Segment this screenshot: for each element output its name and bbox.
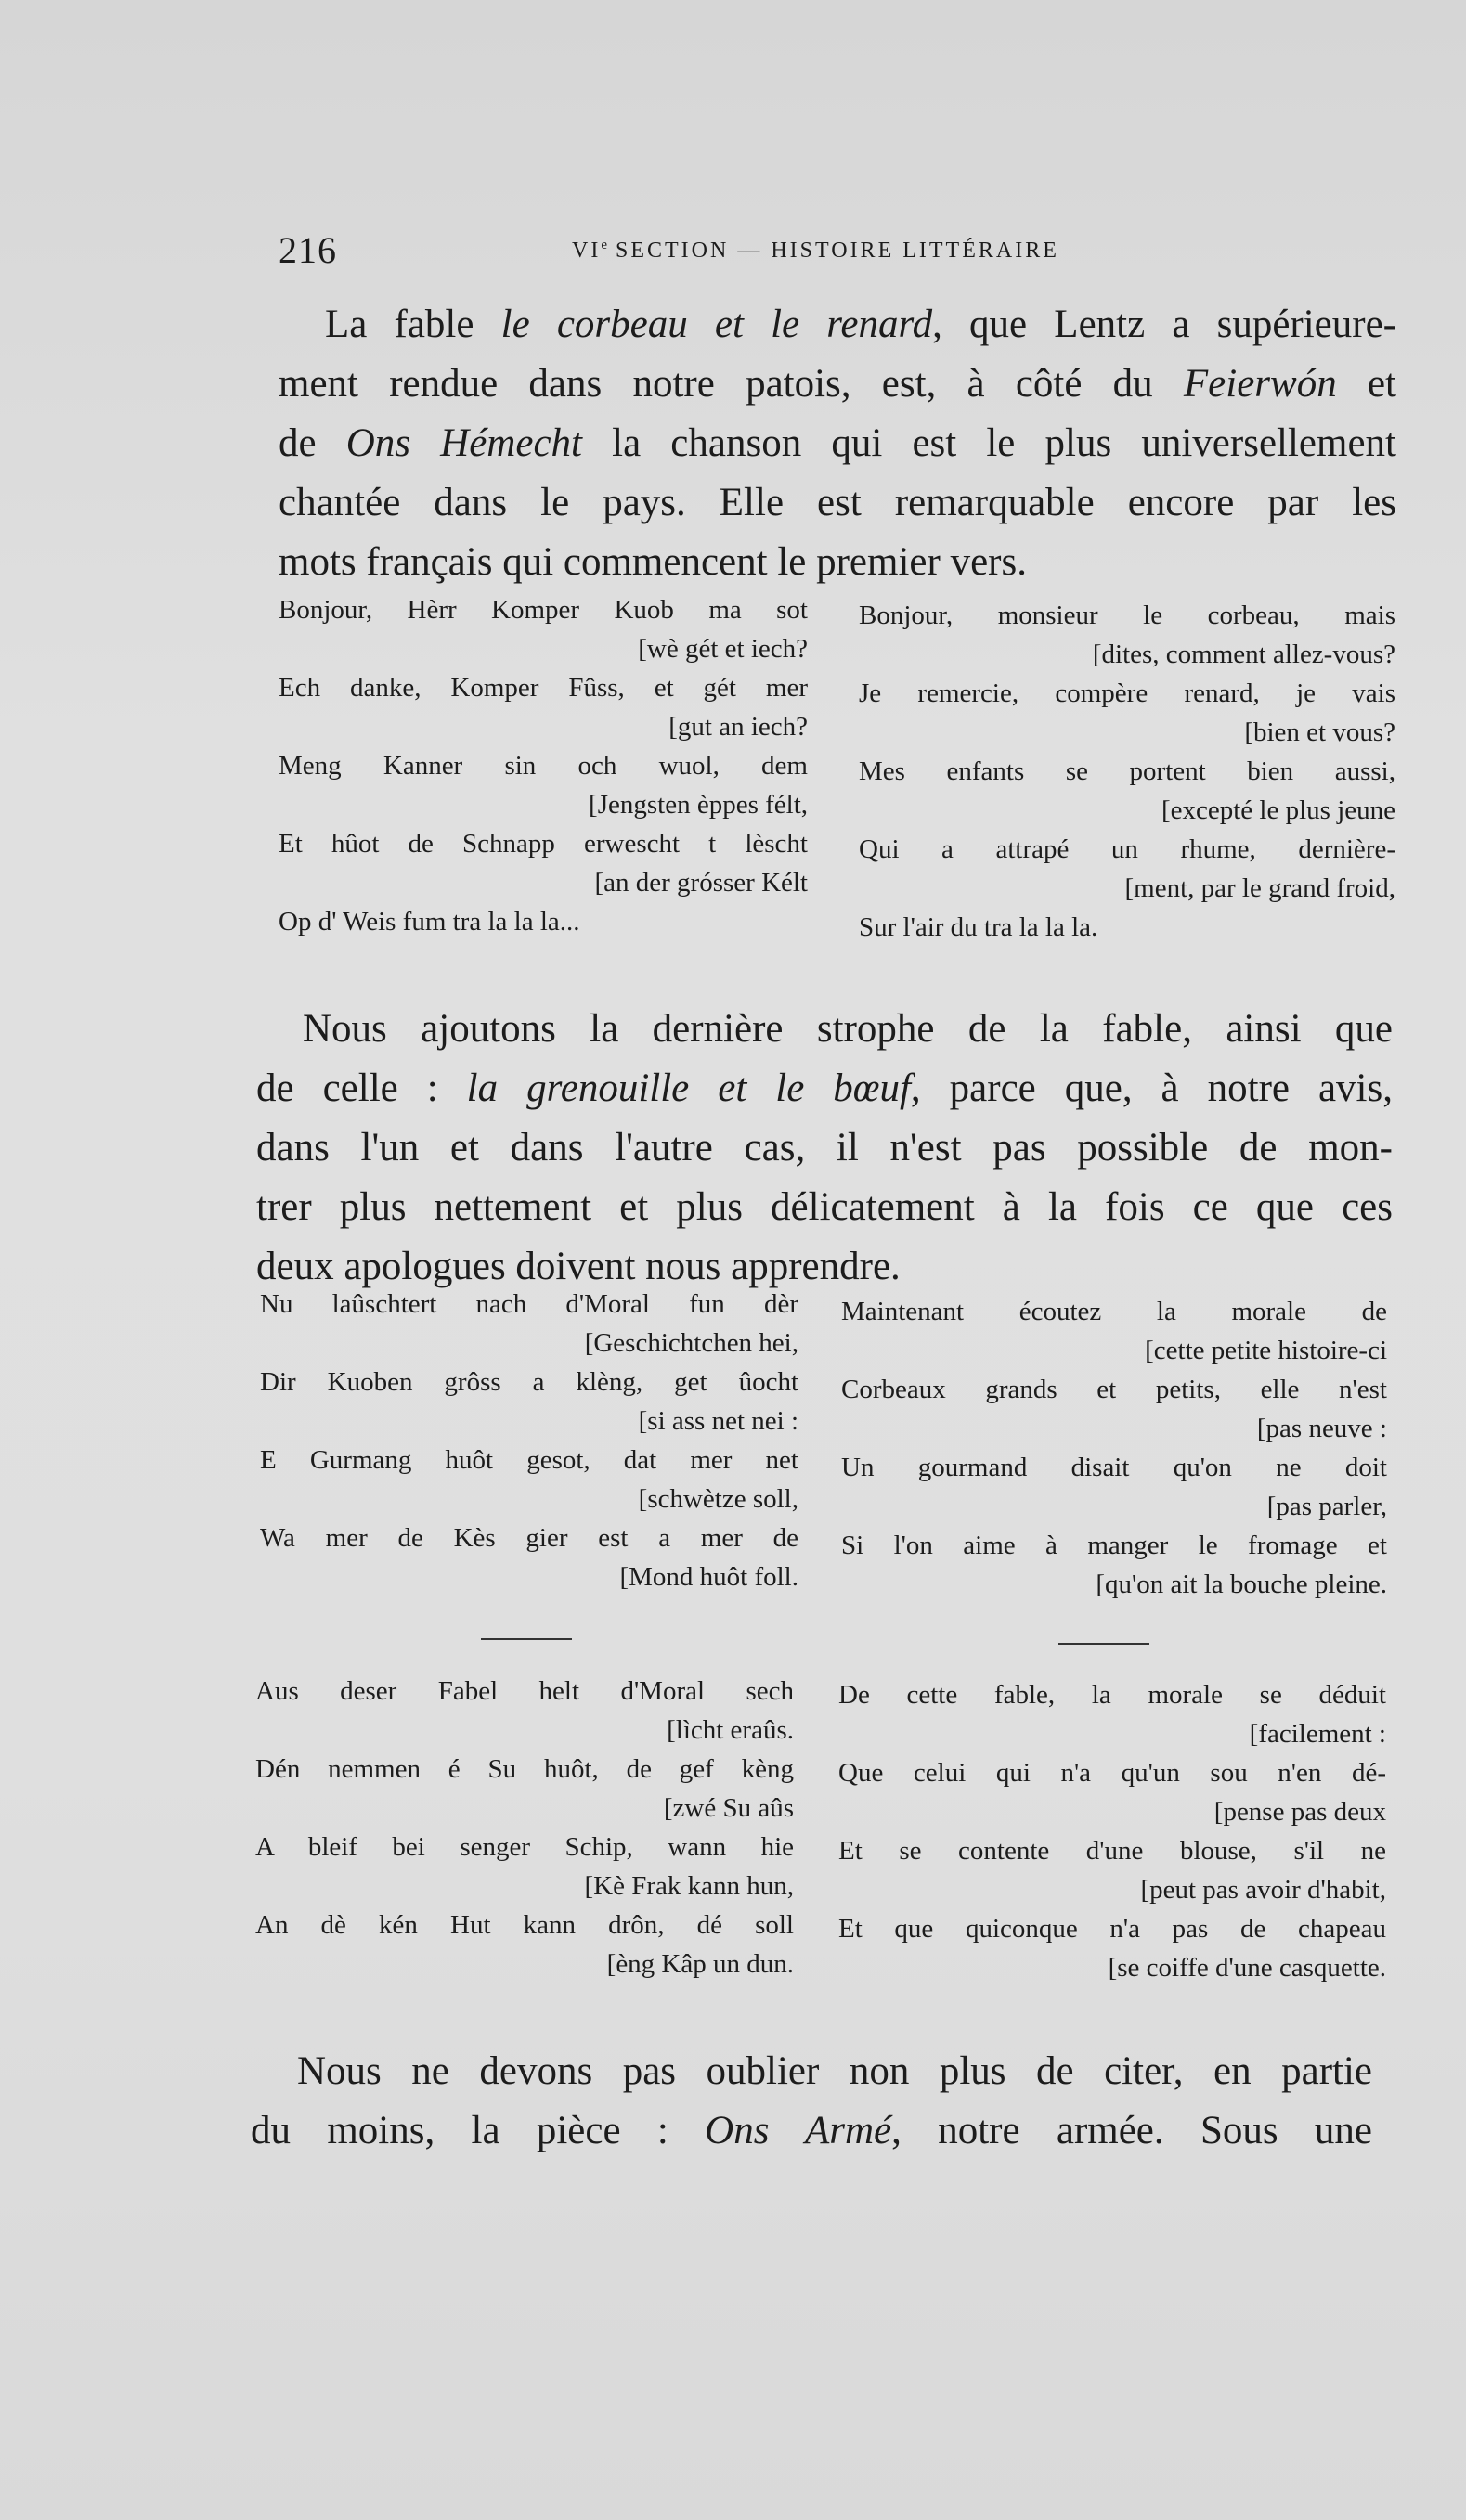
- poem-french-2: [841, 1292, 1387, 1604]
- verse-continuation: [èng Kâp un dun.: [606, 1949, 794, 1979]
- verse-continuation: [Jengsten èppes félt,: [589, 790, 808, 820]
- verse-line: A bleif bei senger Schip, wann hie: [255, 1832, 794, 1862]
- piece-title: Ons Armé: [705, 2109, 892, 2152]
- paragraph-line: mots français qui commencent le premier vers.: [279, 540, 1027, 584]
- verse-continuation: [Geschichtchen hei,: [584, 1328, 798, 1358]
- poem-french-3: [838, 1675, 1386, 1987]
- verse-continuation: [excepté le plus jeune: [1161, 795, 1395, 825]
- verse-line: Bonjour, Hèrr Komper Kuob ma sot: [279, 595, 808, 625]
- verse-continuation: [cette petite histoire-ci: [1145, 1336, 1387, 1365]
- verse-continuation: [pense pas deux: [1213, 1797, 1386, 1827]
- verse-continuation: [zwé Su aûs: [663, 1793, 794, 1823]
- paragraph-line: Nous ne devons pas oublier non plus de citer, en partie: [297, 2049, 1372, 2093]
- verse-line: Ech danke, Komper Fûss, et gét mer: [279, 673, 808, 703]
- paragraph-line: de celle : la grenouille et le bœuf, parce que, à notre avis,: [256, 1066, 1393, 1110]
- verse-line: An dè kén Hut kann drôn, dé soll: [255, 1910, 794, 1940]
- verse-line: Qui a attrapé un rhume, dernière-: [859, 834, 1395, 864]
- verse-line: Wa mer de Kès gier est a mer de: [260, 1523, 798, 1553]
- running-title-text: SECTION — HISTOIRE LITTÉRAIRE: [616, 239, 1059, 263]
- verse-continuation: [Kè Frak kann hun,: [584, 1871, 794, 1901]
- verse-line: Corbeaux grands et petits, elle n'est: [841, 1375, 1387, 1404]
- section-divider: [1058, 1643, 1149, 1645]
- verse-continuation: [si ass net nei :: [638, 1406, 798, 1436]
- page-header: [279, 228, 1133, 275]
- poem-luxembourgish-1: [279, 590, 808, 941]
- verse-continuation: [Mond huôt foll.: [619, 1562, 798, 1592]
- fable-title: le corbeau et le renard: [500, 303, 933, 346]
- verse-line: E Gurmang huôt gesot, dat mer net: [260, 1445, 798, 1475]
- verse-continuation: [facilement :: [1249, 1719, 1386, 1749]
- verse-continuation: [se coiffe d'une casquette.: [1108, 1953, 1386, 1983]
- paragraph-line: trer plus nettement et plus délicatement à la fois ce que ces: [256, 1185, 1393, 1229]
- paragraph-moral: [256, 1000, 1393, 1297]
- verse-continuation: [wè gét et iech?: [638, 634, 808, 664]
- verse-line: Et se contente d'une blouse, s'il ne: [838, 1836, 1386, 1866]
- paragraph-line: du moins, la pièce : Ons Armé, notre armée. Sous une: [251, 2109, 1373, 2152]
- verse-continuation: [dites, comment allez-vous?: [1092, 640, 1395, 669]
- verse-line: Dén nemmen é Su huôt, de gef kèng: [255, 1754, 794, 1784]
- paragraph-line: ment rendue dans notre patois, est, à côté du Feierwón et: [279, 362, 1396, 406]
- verse-line: Maintenant écoutez la morale de: [841, 1297, 1387, 1326]
- section-divider: [481, 1638, 572, 1640]
- verse-continuation: [an der grósser Kélt: [594, 868, 808, 898]
- verse-continuation: [schwètze soll,: [638, 1484, 798, 1514]
- verse-line: Je remercie, compère renard, je vais: [859, 678, 1395, 708]
- verse-line: Et que quiconque n'a pas de chapeau: [838, 1914, 1386, 1944]
- poem-luxembourgish-2: [260, 1285, 798, 1596]
- running-title: [572, 238, 1059, 264]
- poem-french-1: [859, 596, 1395, 947]
- page-number: 216: [279, 229, 337, 271]
- paragraph-line: La fable le corbeau et le renard, que Lentz a supérieure-: [325, 303, 1396, 346]
- paragraph-line: dans l'un et dans l'autre cas, il n'est pas possible de mon-: [256, 1126, 1393, 1170]
- paragraph-line: Nous ajoutons la dernière strophe de la fable, ainsi que: [303, 1007, 1393, 1051]
- verse-line: Que celui qui n'a qu'un sou n'en dé-: [838, 1758, 1386, 1788]
- verse-continuation: [gut an iech?: [668, 712, 808, 742]
- verse-line: Dir Kuoben grôss a klèng, get ûocht: [260, 1367, 798, 1397]
- song-title: Feierwón: [1183, 362, 1337, 406]
- verse-continuation: [lìcht eraûs.: [667, 1715, 794, 1745]
- verse-line: De cette fable, la morale se déduit: [838, 1680, 1386, 1710]
- paragraph-closing: [251, 2042, 1372, 2161]
- verse-line: Mes enfants se portent bien aussi,: [859, 756, 1395, 786]
- verse-line: Un gourmand disait qu'on ne doit: [841, 1453, 1387, 1482]
- verse-continuation: [peut pas avoir d'habit,: [1140, 1875, 1386, 1905]
- verse-continuation: [bien et vous?: [1244, 717, 1395, 747]
- verse-continuation: [ment, par le grand froid,: [1124, 873, 1395, 903]
- verse-line: Et hûot de Schnapp erwescht t lèscht: [279, 829, 808, 859]
- verse-line: Nu laûschtert nach d'Moral fun dèr: [260, 1289, 798, 1319]
- verse-line: Aus deser Fabel helt d'Moral sech: [255, 1676, 794, 1706]
- fable-title: la grenouille et le bœuf: [466, 1066, 911, 1110]
- verse-continuation: [pas parler,: [1266, 1492, 1387, 1521]
- verse-line: Sur l'air du tra la la la.: [859, 912, 1098, 942]
- paragraph-intro: [279, 295, 1396, 592]
- verse-continuation: [qu'on ait la bouche pleine.: [1096, 1570, 1387, 1599]
- verse-line: Meng Kanner sin och wuol, dem: [279, 751, 808, 781]
- verse-line: Op d' Weis fum tra la la la...: [279, 907, 580, 937]
- song-title: Ons Hémecht: [345, 421, 582, 465]
- verse-line: Bonjour, monsieur le corbeau, mais: [859, 601, 1395, 630]
- section-superscript: e: [601, 238, 607, 252]
- poem-luxembourgish-3: [255, 1672, 794, 1984]
- paragraph-line: chantée dans le pays. Elle est remarquable encore par les: [279, 481, 1396, 524]
- paragraph-line: de Ons Hémecht la chanson qui est le plus universellement: [279, 421, 1396, 465]
- section-numeral: VI: [572, 239, 602, 263]
- verse-line: Si l'on aime à manger le fromage et: [841, 1531, 1387, 1560]
- verse-continuation: [pas neuve :: [1256, 1414, 1387, 1443]
- paragraph-line: deux apologues doivent nous apprendre.: [256, 1245, 901, 1288]
